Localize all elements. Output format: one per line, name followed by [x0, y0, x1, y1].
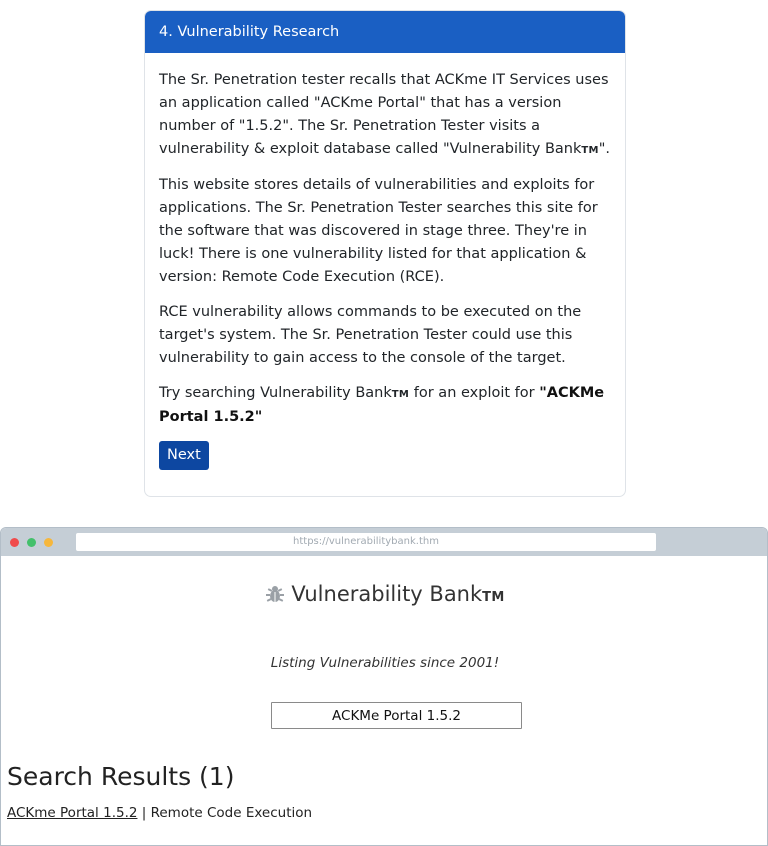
next-button[interactable]: Next	[159, 441, 209, 470]
results-heading: Search Results (1)	[7, 762, 235, 791]
trademark: TM	[391, 389, 410, 400]
browser-toolbar	[1, 528, 767, 556]
close-window-dot[interactable]	[10, 538, 19, 547]
minimize-window-dot[interactable]	[44, 538, 53, 547]
browser-window	[0, 527, 768, 846]
browser-content	[1, 556, 767, 846]
site-title: Vulnerability BankTM	[1, 580, 768, 612]
trademark: TM	[581, 145, 599, 156]
task-card-header[interactable]	[145, 11, 625, 53]
result-type: Remote Code Execution	[150, 805, 313, 821]
search-hint: "ACKMe Portal 1.5.2"	[159, 385, 605, 425]
task-paragraph-4: Try searching Vulnerability BankTM for an exploit for "ACKMe Portal 1.5.2"	[159, 385, 605, 425]
trademark: TM	[482, 590, 505, 605]
task-card	[144, 10, 626, 497]
site-tagline: Listing Vulnerabilities since 2001!	[270, 655, 500, 671]
search-input[interactable]	[271, 702, 522, 729]
task-paragraph-2: This website stores details of vulnerabilities and exploits for applications. The Sr. Penetration Tester searches this site for the software that was discovered in stage three. They're in luck! There is one vulnerability listed for that application & version: Remote Code Execution (RCE).	[159, 177, 598, 285]
task-card-body	[145, 53, 625, 470]
task-paragraph-1: The Sr. Penetration tester recalls that ACKme IT Services uses an application called "ACKme Portal" that has a version number of "1.5.2". The Sr. Penetration Tester visits a vulnerability & exploit database called "Vulnerability BankTM".	[159, 72, 611, 157]
task-title: 4. Vulnerability Research	[159, 24, 340, 40]
bug-icon	[265, 584, 285, 604]
task-paragraph-3: RCE vulnerability allows commands to be executed on the target's system. The Sr. Penetration Tester could use this vulnerability to gain access to the console of the target.	[159, 304, 582, 366]
maximize-window-dot[interactable]	[27, 538, 36, 547]
result-link[interactable]: ACKme Portal 1.5.2	[7, 805, 138, 821]
result-item: ACKme Portal 1.5.2 | Remote Code Execution	[7, 805, 313, 821]
address-bar[interactable]: https://vulnerabilitybank.thm	[76, 533, 656, 551]
